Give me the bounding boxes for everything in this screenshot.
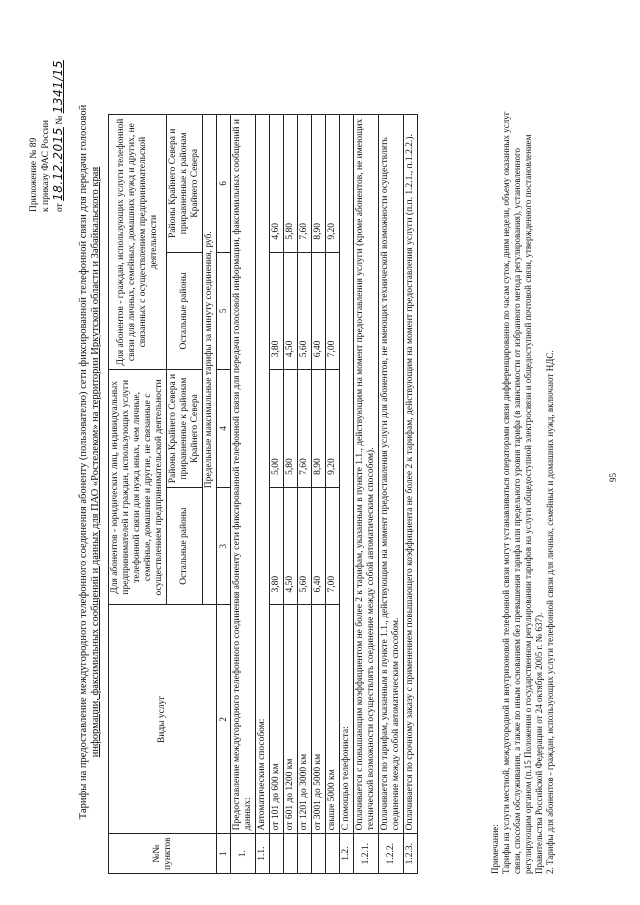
- notes: [490, 104, 556, 874]
- tariff-table: [108, 114, 418, 874]
- handwritten-number: 1341/15: [51, 59, 65, 114]
- table-row: [298, 115, 312, 874]
- appendix-line1: Приложение № 89: [29, 137, 39, 212]
- tariff-value: 7,00: [326, 487, 340, 605]
- table-row: [340, 115, 354, 874]
- handwritten-date: 18.12.2015: [51, 127, 65, 201]
- row-text: от 3001 до 5000 км: [312, 605, 326, 834]
- table-row: [231, 115, 256, 874]
- table-row: [404, 115, 418, 874]
- table-row: [326, 115, 340, 874]
- title-line2: информации, факсимильных сообщений и данных для ПАО «Ростелеком» на территории Иркутской области и Забайкальского края: [90, 166, 101, 758]
- row-text: от 1201 до 3000 км: [298, 605, 312, 834]
- tariff-value: 7,00: [326, 252, 340, 370]
- header-north-a: Районы Крайнего Севера и приравненные к районам Крайнего Севера: [167, 370, 203, 488]
- header-other-a: Остальные районы: [167, 487, 203, 605]
- header-row-1: [109, 115, 167, 874]
- header-group-a: Для абонентов - юридических лиц, индивидуальных предпринимателей и граждан, использующих услуги телефонной связи для нужд иных, чем личные, семейные, домашние и другие, не связанные с осуществлением предпринимательской деятельности: [109, 370, 167, 605]
- rotated-document: [20, 22, 620, 882]
- column-numbers-row: [217, 115, 231, 874]
- tariff-value: 6,40: [312, 252, 326, 370]
- row-text: С помощью телефониста:: [340, 115, 354, 834]
- column-number: 6: [217, 115, 231, 253]
- tariff-value: 6,40: [312, 487, 326, 605]
- header-other-b: Остальные районы: [167, 252, 203, 370]
- row-number: [326, 834, 340, 874]
- header-services: Виды услуг: [109, 605, 217, 834]
- tariff-value: 7,60: [298, 115, 312, 253]
- table-row: [284, 115, 298, 874]
- row-text: Оплачивается с повышающим коэффициентом не более 2 к тарифам, указанным в пункте 1.1., действующим на момент предоставления услуги (кроме абонентов, не имеющих технической возможности осуществлять соединение между собой автоматическим способом).: [354, 115, 379, 834]
- header-units: Предельные максимальные тарифы за минуту соединения, руб.: [203, 115, 217, 605]
- tariff-value: 5,60: [298, 252, 312, 370]
- row-text: от 601 до 1200 км: [284, 605, 298, 834]
- appendix-line2: к приказу ФАС России: [41, 120, 51, 212]
- table-row: [270, 115, 284, 874]
- tariff-value: 3,80: [270, 487, 284, 605]
- tariff-value: 8,90: [312, 370, 326, 488]
- row-number: 1.1.: [256, 834, 270, 874]
- page-number: 95: [608, 473, 618, 482]
- row-number: 1.2.3.: [404, 834, 418, 874]
- row-number: 1.2.: [340, 834, 354, 874]
- tariff-value: 5,60: [298, 487, 312, 605]
- tariff-value: 5,80: [284, 370, 298, 488]
- row-text: от 101 до 600 км: [270, 605, 284, 834]
- row-text: Оплачивается по тарифам, указанным в пункте 1.1., действующим на момент предоставления услуги для абонентов, не имеющих технической возможности осуществлять соединение между собой автоматическим способом.: [379, 115, 404, 834]
- table-row: [379, 115, 404, 874]
- row-text: Предоставление междугородного телефонного соединения абоненту сети фиксированной телефонной связи для передачи голосовой информации, факсимильных сообщений и данных:: [231, 115, 256, 834]
- header-north-b: Районы Крайнего Севера и приравненные к районам Крайнего Севера: [167, 115, 203, 253]
- notes-heading: Примечание:: [490, 824, 500, 874]
- tariff-value: 9,20: [326, 115, 340, 253]
- row-text: Автоматическим способом:: [256, 115, 270, 834]
- document-title: [78, 52, 102, 872]
- tariff-value: 4,60: [270, 115, 284, 253]
- row-text: Оплачивается по срочному заказу с применением повышающего коэффициента не более 2 к тарифам, действующим на момент предоставления услуги (п.п. 1.2.1., п.1.2.2.).: [404, 115, 418, 834]
- column-number: 5: [217, 252, 231, 370]
- table-row: [354, 115, 379, 874]
- row-number: 1.2.1.: [354, 834, 379, 874]
- tariff-value: 9,20: [326, 370, 340, 488]
- table-row: [256, 115, 270, 874]
- tariff-value: 3,80: [270, 252, 284, 370]
- row-number: 1.2.2.: [379, 834, 404, 874]
- header-group-b: Для абонентов - граждан, использующих услуги телефонной связи для личных, семейных, домашних нужд и других, не связанных с осуществлением предпринимательской деятельности: [109, 115, 167, 370]
- column-number: 3: [217, 487, 231, 605]
- notes-paragraph-1: Тарифы на услуги местной, междугородной и внутризоновой телефонной связи могут устанавливаться операторами связи дифференцированно по часам суток, дням недели, объему оказанных услуг связи, способам обслуживания, а также по иным основаниям без превышения тарифа или предельного уровня тарифа (в зависимости от избранного метода регулирования), установленного регулирующим органом (п.15 Положения о государственном регулировании тарифов на услуги общедоступной электросвязи и общедоступной почтовой связи, утвержденного постановлением Правительства Российской Федерации от 24 октября 2005 г. № 637).: [501, 111, 544, 874]
- table-row: [312, 115, 326, 874]
- column-number: 4: [217, 370, 231, 488]
- row-number: [298, 834, 312, 874]
- tariff-value: 5,00: [270, 370, 284, 488]
- appendix-line3: от 18.12.2015 № 1341/15: [51, 59, 65, 212]
- tariff-value: 7,60: [298, 370, 312, 488]
- row-number: [270, 834, 284, 874]
- tariff-value: 4,50: [284, 487, 298, 605]
- row-text: свыше 5000 км: [326, 605, 340, 834]
- row-number: [284, 834, 298, 874]
- tariff-value: 8,90: [312, 115, 326, 253]
- row-number: 1.: [231, 834, 256, 874]
- notes-paragraph-2: 2. Тарифы для абонентов - граждан, использующих услуги телефонной связи для личных, семейных и домашних нужд, включают НДС.: [545, 350, 555, 874]
- row-number: [312, 834, 326, 874]
- column-number: 1: [217, 834, 231, 874]
- column-number: 2: [217, 605, 231, 834]
- tariff-value: 5,80: [284, 115, 298, 253]
- title-line1: Тарифы на предоставление междугородного телефонного соединения абоненту (пользователю) сети фиксированной телефонной связи для передачи голосовой: [78, 104, 89, 820]
- tariff-value: 4,50: [284, 252, 298, 370]
- header-num: №№ пунктов: [109, 834, 217, 874]
- appendix-header: [28, 42, 66, 212]
